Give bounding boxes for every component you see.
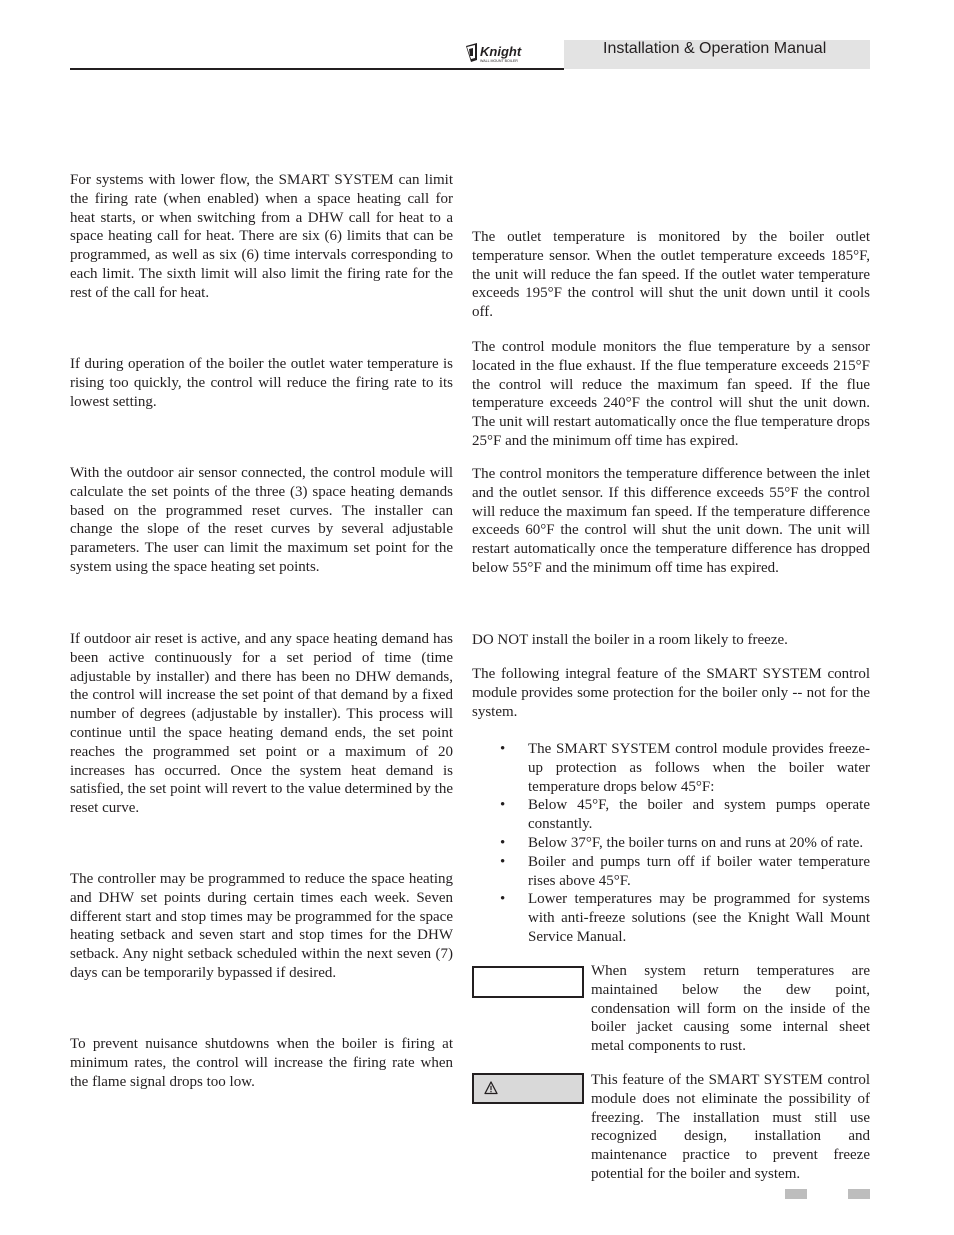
list-item: • Below 37°F, the boiler turns on and runs at 20% of rate. [500,834,864,851]
boost-paragraph: If outdoor air reset is active, and any space heating demand has been active continuously for a set period of time (time adjustable by installer) and there has been no DHW demands, the control will increase the set point of that demand by a fixed number of degrees (adjustable by installer). This process will continue until the space heating demand ends, the set point reaches the programmed set point or a maximum of 20 increases has occurred. Once the system heat demand is satisfied, the set point will revert to the value determined by the reset curve. [70,631,453,817]
page-tab-left [785,1189,807,1199]
manual-title: Installation & Operation Manual [603,40,827,57]
temperature-difference-paragraph: The control monitors the temperature difference between the inlet and the outlet sensor. If this difference exceeds 55°F the control will reduce the maximum fan speed. If the temperature difference exceeds 60°F the control will shut the unit down. The unit will restart automatically once the temperature difference has dropped below 55°F and the minimum off time has expired. [472,466,870,576]
flue-temperature-paragraph: The control module monitors the flue temperature by a sensor located in the flue exhaust. If the flue temperature exceeds 215°F the control will reduce the maximum fan speed. If the flue temperature exceeds 240°F the control will shut the unit down. The unit will restart automatically once the flue temperature drops 25°F and the minimum off time has expired. [472,339,870,449]
knight-logo-mark [463,40,539,68]
night-setback-paragraph: The controller may be programmed to reduce the space heating and DHW set points during certain times each week. Seven different start and stop times may be programmed for the space heating setback and seven start and stop times for the DHW setback. Any night setback scheduled within the next seven (7) days can be temporarily bypassed if desired. [70,871,453,981]
list-item: • The SMART SYSTEM control module provides freeze-up protection as follows when the boiler water temperature drops below 45°F: [500,741,870,795]
caution-text: When system return temperatures are maintained below the dew point, condensation will form on the inside of the boiler jacket causing some internal sheet metal components to rust. [591,963,870,1055]
list-item: • Below 45°F, the boiler and system pumps operate constantly. [500,797,870,833]
list-item: • Boiler and pumps turn off if boiler water temperature rises above 45°F. [500,853,870,889]
bullet-icon: • [500,834,506,851]
firing-rate-limit-paragraph: For systems with lower flow, the SMART SYSTEM can limit the firing rate (when enabled) when a space heating call for heat starts, or when switching from a DHW call for heat to a space heating call for heat. There are six (6) limits that can be programmed, as well as six (6) time intervals corresponding to each limit. The sixth limit will also limit the firing rate for the rest of the call for heat. [70,172,453,301]
outdoor-reset-paragraph: With the outdoor air sensor connected, the control module will calculate the set points of the three (3) space heating demands based on the programmed reset curves. The installer can change the slope of the reset curves by several adjustable parameters. The user can limit the maximum set point for the system using the space heating set points. [70,465,453,575]
temperature-rise-paragraph: If during operation of the boiler the outlet water temperature is rising too quickly, the control will reduce the firing rate to its lowest setting. [70,356,453,410]
caution-label-box [472,966,584,998]
knight-logo [463,40,539,68]
outlet-temperature-paragraph: The outlet temperature is monitored by the boiler outlet temperature sensor. When the outlet temperature exceeds 185°F, the unit will reduce the fan speed. If the outlet water temperature exceeds 195°F the control will shut the unit down until it cools off. [472,229,870,321]
page-tab-right [848,1189,870,1199]
flame-signal-paragraph: To prevent nuisance shutdowns when the boiler is firing at minimum rates, the control will increase the firing rate when the flame signal drops too low. [70,1036,453,1090]
warning-label-box [472,1073,584,1104]
logo-wordmark: Knight [480,44,522,59]
freeze-protection-list [498,740,870,947]
bullet-icon: • [500,891,506,908]
bullet-icon: • [500,853,506,870]
bullet-icon: • [500,797,506,814]
logo-subtext: WALL MOUNT BOILER [480,59,518,63]
warning-icon [484,1081,498,1095]
list-item: • Lower temperatures may be programmed for systems with anti-freeze solutions (see the Knight Wall Mount Service Manual. [500,891,870,945]
bullet-icon: • [500,741,506,757]
freeze-protection-intro-paragraph: The following integral feature of the SMART SYSTEM control module provides some protection for the boiler only -- not for the system. [472,666,870,720]
header-rule [70,68,564,70]
warning-text: This feature of the SMART SYSTEM control module does not eliminate the possibility of freezing. The installation must still use recognized design, installation and maintenance practice to prevent freeze potential for the boiler and system. [591,1072,870,1182]
freeze-room-paragraph: DO NOT install the boiler in a room likely to freeze. [472,632,788,648]
